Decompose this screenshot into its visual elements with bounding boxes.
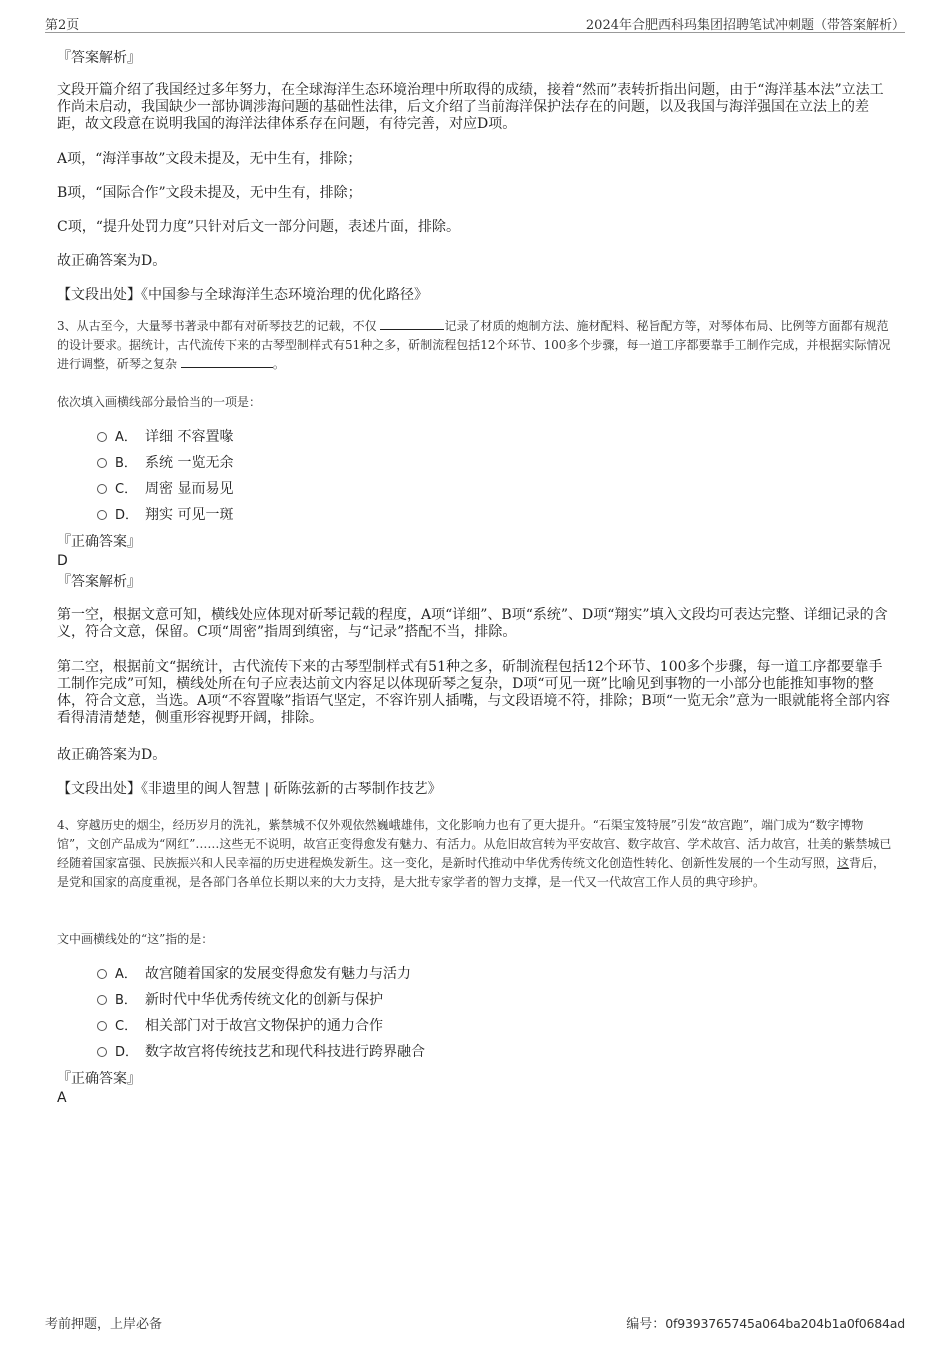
analysis-paragraph: A项，“海洋事故”文段未提及，无中生有，排除；	[57, 151, 362, 167]
analysis-paragraph: C项，“提升处罚力度”只针对后文一部分问题，表述片面，排除。	[57, 219, 461, 235]
page-number: 第2页	[45, 18, 80, 33]
radio-icon[interactable]	[97, 432, 107, 442]
blank-line	[181, 355, 273, 368]
underlined-word: 这	[837, 856, 850, 870]
analysis-paragraph: 文段开篇介绍了我国经过多年努力，在全球海洋生态环境治理中所取得的成绩，接着“然而”表转折指出问题，由于“海洋基本法”立法工作尚未启动，我国缺少一部协调涉海问题的基础性法律，后文介绍了当前海洋保护法存在的问题，以及我国与海洋强国在立法上的差距，故文段意在说明我国的海洋法律体系存在问题，有待完善，对应D项。	[57, 82, 884, 132]
conclusion: 故正确答案为D。	[57, 747, 167, 763]
radio-icon[interactable]	[97, 484, 107, 494]
radio-icon[interactable]	[97, 1021, 107, 1031]
question-stem: 3、从古至今，大量琴书著录中都有对斫琴技艺的记载，不仅 记录了材质的炮制方法、施材配料、秘旨配方等，对琴体布局、比例等方面都有规范的设计要求。据统计，古代流传下来的古琴型制样式有51种之多，斫制流程包括12个环节、100多个步骤，每一道工序都要靠手工制作完成，并根据实际情况进行调整，斫琴之复杂 。	[57, 319, 891, 371]
analysis-paragraph: 第二空，根据前文“据统计，古代流传下来的古琴型制样式有51种之多，斫制流程包括12个环节、100多个步骤，每一道工序都要靠手工制作完成”可知，横线处所在句子应表达前文内容足以体现斫琴之复杂，D项“可见一斑”比喻见到事物的一小部分也能推知事物的整体，符合文意，当选。A项“不容置喙”指语气坚定，不容许别人插嘴，与文段语境不符，排除；B项“一览无余”意为一眼就能将全部内容看得清清楚楚，侧重形容视野开阔，排除。	[57, 659, 891, 726]
correct-answer: A	[57, 1090, 67, 1106]
document-code: 编号：0f9393765745a064ba204b1a0f0684ad	[626, 1316, 905, 1332]
analysis-paragraph: 第一空，根据文意可知，横线处应体现对斫琴记载的程度，A项“详细”、B项“系统”、D项“翔实”填入文段均可表达完整、详细记录的含义，符合文意，保留。C项“周密”指周到缜密，与“记录”搭配不当，排除。	[57, 607, 888, 640]
option-a[interactable]: A． 详细 不容置喙	[97, 428, 233, 447]
conclusion: 故正确答案为D。	[57, 253, 167, 269]
radio-icon[interactable]	[97, 969, 107, 979]
footer-slogan: 考前押题，上岸必备	[45, 1317, 163, 1332]
question-prompt: 依次填入画横线部分最恰当的一项是：	[57, 395, 262, 409]
radio-icon[interactable]	[97, 995, 107, 1005]
radio-icon[interactable]	[97, 1047, 107, 1057]
option-c[interactable]: C． 相关部门对于故宫文物保护的通力合作	[97, 1017, 383, 1036]
source-citation: 【文段出处】《非遗里的闽人智慧 | 斫陈弦新的古琴制作技艺》	[57, 781, 442, 797]
question-prompt: 文中画横线处的“这”指的是：	[57, 932, 214, 946]
radio-icon[interactable]	[97, 510, 107, 520]
correct-answer: D	[57, 553, 68, 569]
option-a[interactable]: A． 故宫随着国家的发展变得愈发有魅力与活力	[97, 965, 411, 984]
document-title: 2024年合肥西科玛集团招聘笔试冲刺题（带答案解析）	[585, 18, 905, 33]
analysis-label: 『答案解析』	[57, 574, 141, 590]
option-d[interactable]: D． 翔实 可见一斑	[97, 506, 233, 525]
option-b[interactable]: B． 系统 一览无余	[97, 454, 233, 473]
analysis-paragraph: B项，“国际合作”文段未提及，无中生有，排除；	[57, 185, 362, 201]
option-c[interactable]: C． 周密 显而易见	[97, 480, 233, 499]
option-b[interactable]: B． 新时代中华优秀传统文化的创新与保护	[97, 991, 383, 1010]
radio-icon[interactable]	[97, 458, 107, 468]
analysis-label: 『答案解析』	[57, 50, 141, 66]
answer-label: 『正确答案』	[57, 1071, 141, 1087]
question-stem: 4、穿越历史的烟尘，经历岁月的洗礼，紫禁城不仅外观依然巍峨雄伟，文化影响力也有了更大提升。“石渠宝笈特展”引发“故宫跑”，端门成为“数字博物馆”，文创产品成为“网红”……这些无不说明，故宫正变得愈发有魅力、有活力。从危旧故宫转为平安故宫、数字故宫、学术故宫、活力故宫，壮美的紫禁城已经随着国家富强、民族振兴和人民幸福的历史进程焕发新生。这一变化，是新时代推动中华优秀传统文化创造性转化、创新性发展的一个生动写照，这背后，是党和国家的高度重视，是各部门各单位长期以来的大力支持，是大批专家学者的智力支撑，是一代又一代故宫工作人员的典守珍护。	[57, 818, 892, 889]
answer-label: 『正确答案』	[57, 534, 141, 550]
source-citation: 【文段出处】《中国参与全球海洋生态环境治理的优化路径》	[57, 287, 428, 303]
option-d[interactable]: D． 数字故宫将传统技艺和现代科技进行跨界融合	[97, 1043, 425, 1062]
page-header	[45, 14, 905, 33]
blank-line	[380, 317, 444, 330]
